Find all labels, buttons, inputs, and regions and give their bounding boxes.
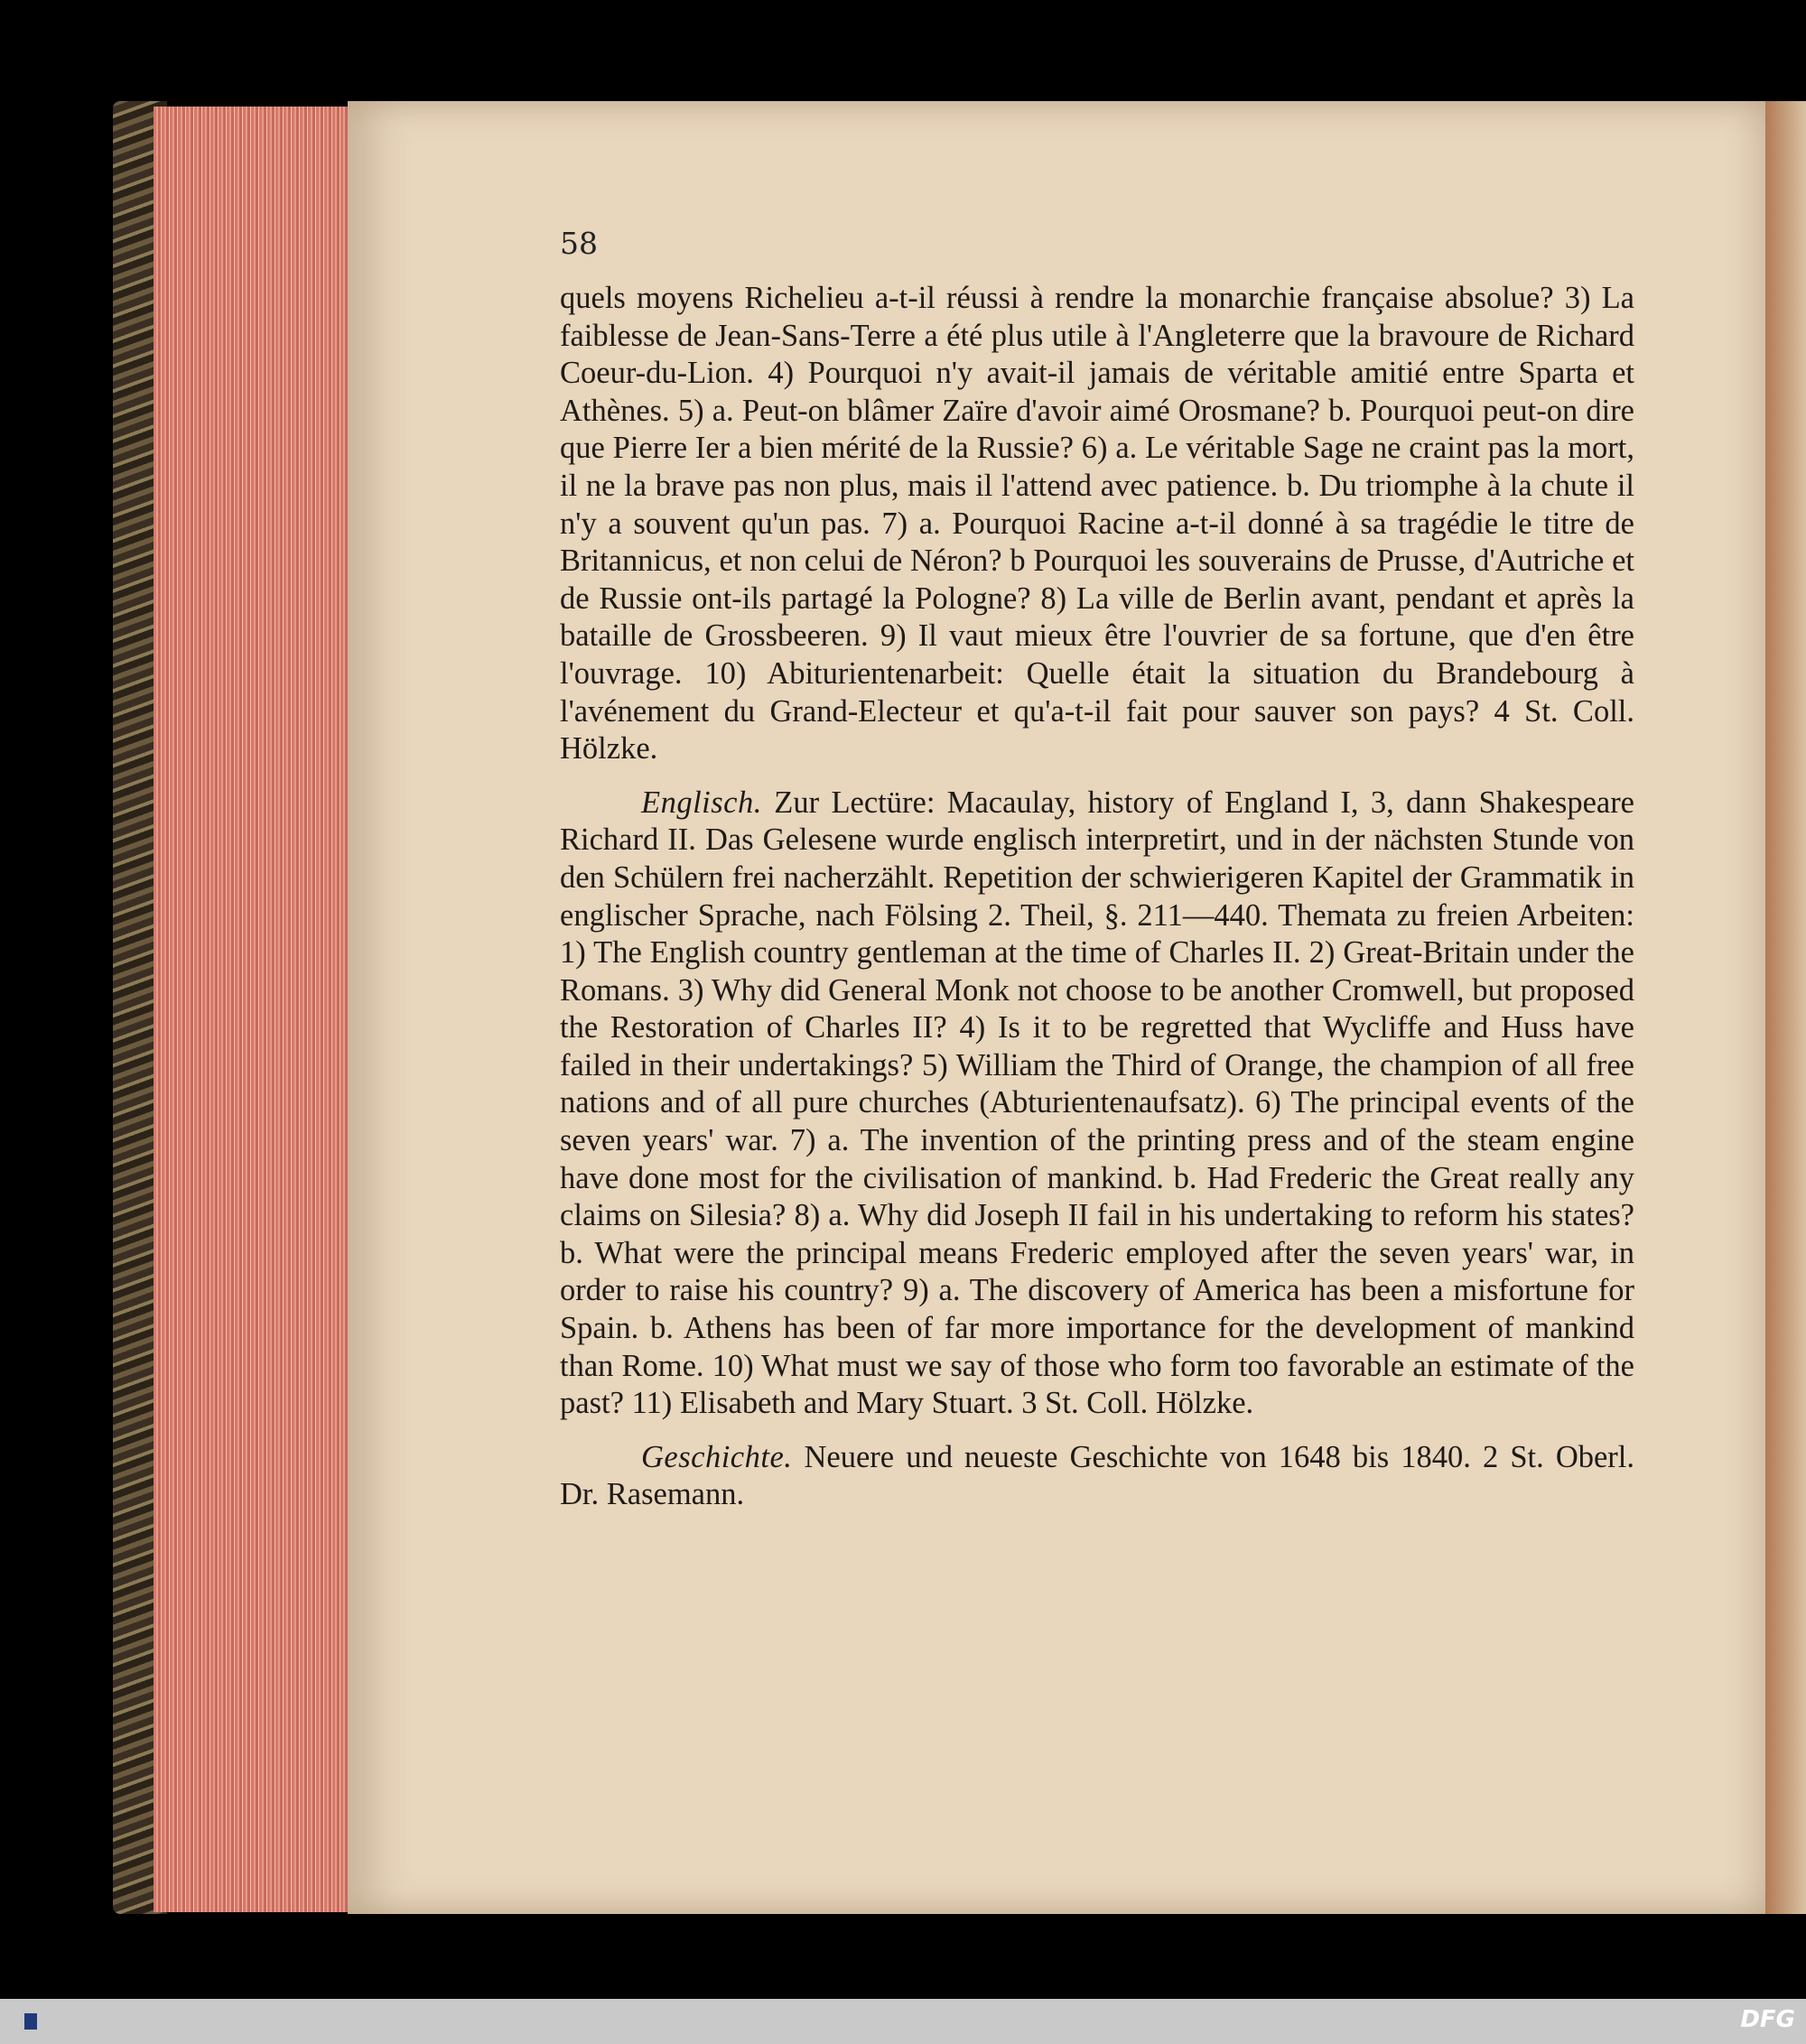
- page-text: [560, 280, 1634, 1514]
- library-logo-icon: [11, 2004, 51, 2039]
- french-paragraph: quels moyens Richelieu a-t-il réussi à rendre la monarchie française absolue? 3) La faiblesse de Jean-Sans-Terre a été plus utile à l'Angleterre que la bravoure de Richard Coeur-du-Lion. 4) Pourquoi n'y avait-il jamais de véritable amitié entre Sparta et Athènes. 5) a. Peut-on blâmer Zaïre d'avoir aimé Orosmane? b. Pourquoi peut-on dire que Pierre Ier a bien mérité de la Russie? 6) a. Le véritable Sage ne craint pas la mort, il ne la brave pas non plus, mais il l'attend avec patience. b. Du triomphe à la chute il n'y a souvent qu'un pas. 7) a. Pourquoi Racine a-t-il donné à sa tragédie le titre de Britannicus, et non celui de Néron? b Pourquoi les souverains de Prusse, d'Autriche et de Russie ont-ils partagé la Pologne? 8) La ville de Berlin avant, pendant et après la bataille de Grossbeeren. 9) Il vaut mieux être l'ouvrier de sa fortune, que d'en être l'ouvrage. 10) Abiturientenarbeit: Quelle était la situation du Brandebourg à l'avénement du Grand-Electeur et qu'a-t-il fait pour sauver son pays? 4 St. Coll. Hölzke.: [560, 281, 1634, 766]
- next-page-edge: [1765, 101, 1806, 1914]
- english-paragraph: [560, 785, 1634, 1423]
- dfg-logo: DFG: [1740, 2006, 1795, 2033]
- page-edges: [154, 107, 357, 1912]
- english-text: Zur Lectüre: Macaulay, history of England I, 3, dann Shakespeare Richard II. Das Gelesene wurde englisch interpretirt, und in der nächsten Stunde von den Schülern frei nacherzählt. Repetition der schwierigeren Kapitel der Grammatik in englischer Sprache, nach Fölsing 2. Theil, §. 211—440. Themata zu freien Arbeiten: 1) The English country gentleman at the time of Charles II. 2) Great-Britain under the Romans. 3) Why did General Monk not choose to be another Cromwell, but proposed the Restoration of Charles II? 4) Is it to be regretted that Wycliffe and Huss have failed in their undertakings? 5) William the Third of Orange, the champion of all free nations and of all pure churches (Abturientenaufsatz). 6) The principal events of the seven years' war. 7) a. The invention of the printing press and of the steam engine have done most for the civilisation of mankind. b. Had Frederic the Great really any claims on Silesia? 8) a. Why did Joseph II fail in his undertaking to reform his states? b. What were the principal means Frederic employed after the seven years' war, in order to raise his country? 9) a. The discovery of America has been a misfortune for Spain. b. Athens has been of far more importance for the development of mankind than Rome. 10) What must we say of those who form too favorable an estimate of the past? 11) Elisabeth and Mary Stuart. 3 St. Coll. Hölzke.: [560, 785, 1634, 1421]
- history-paragraph: [560, 1439, 1634, 1514]
- page-number: 58: [560, 226, 598, 261]
- history-text: Neuere und neueste Geschichte von 1648 bis 1840. 2 St. Oberl. Dr. Rasemann.: [560, 1439, 1635, 1512]
- library-logo-mark: [24, 2013, 37, 2030]
- english-label: Englisch.: [641, 785, 762, 820]
- viewer-footer: [0, 1999, 1806, 2044]
- history-label: Geschichte.: [641, 1439, 793, 1474]
